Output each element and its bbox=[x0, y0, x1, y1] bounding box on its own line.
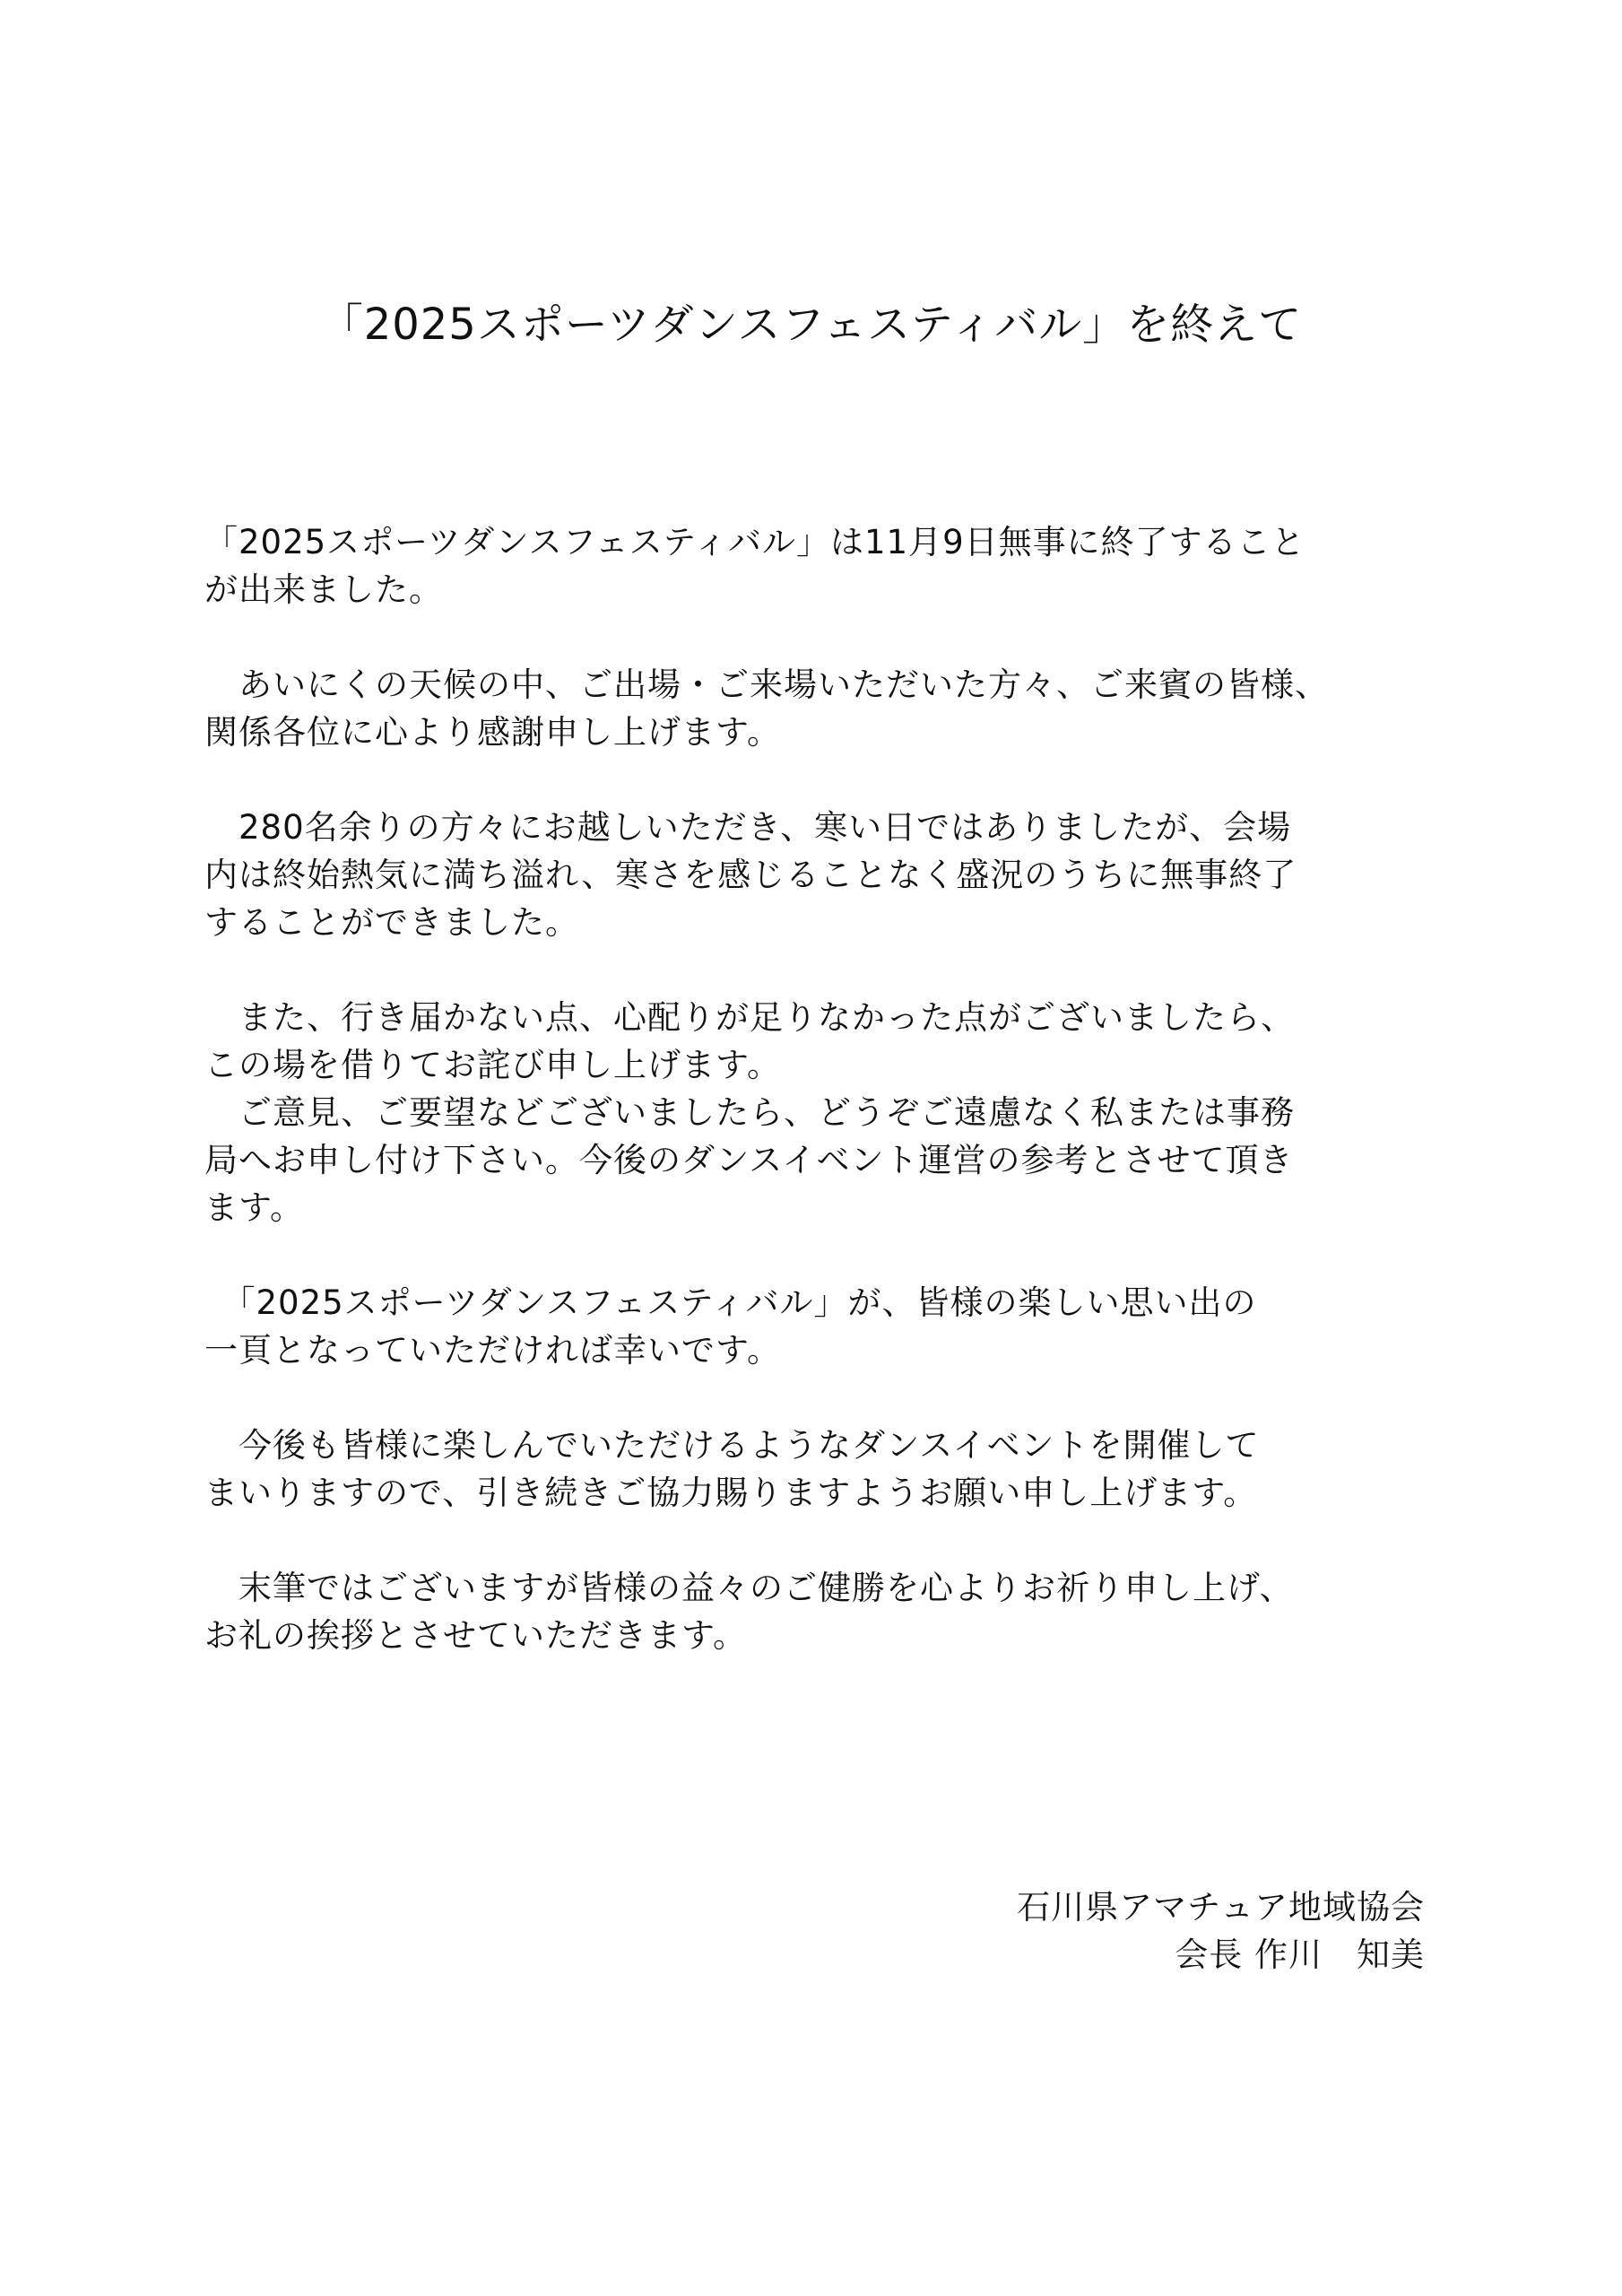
paragraph-line: 今後も皆様に楽しんでいただけるようなダンスイベントを開催して bbox=[204, 1426, 1260, 1465]
signature-name: 会長 作川 知美 bbox=[1175, 1935, 1425, 1974]
paragraph-7 bbox=[204, 1422, 1433, 1517]
paragraph-line: ご意見、ご要望などございましたら、どうぞご遠慮なく私または事務 bbox=[204, 1093, 1295, 1132]
signature-organization: 石川県アマチュア地域協会 bbox=[1017, 1888, 1425, 1926]
paragraph-8 bbox=[204, 1564, 1433, 1659]
paragraph-line: 末筆ではございますが皆様の益々のご健勝を心よりお祈り申し上げ、 bbox=[204, 1569, 1294, 1607]
paragraph-4 bbox=[204, 994, 1433, 1089]
paragraph-5 bbox=[204, 1089, 1433, 1231]
page-title: 「2025スポーツダンスフェスティバル」を終えて bbox=[319, 300, 1303, 350]
paragraph-line: また、行き届かない点、心配りが足りなかった点がございましたら、 bbox=[204, 998, 1295, 1037]
paragraph-line: が出来ました。 bbox=[204, 570, 443, 609]
paragraph-3 bbox=[204, 804, 1433, 946]
paragraph-line: 関係各位に心より感謝申し上げます。 bbox=[204, 713, 782, 752]
paragraph-line: 一頁となっていただければ幸いです。 bbox=[204, 1331, 782, 1370]
signature-block bbox=[1017, 1883, 1425, 1979]
paragraph-6 bbox=[204, 1279, 1433, 1374]
letter-body bbox=[204, 518, 1433, 1707]
paragraph-1 bbox=[204, 518, 1433, 613]
paragraph-line: あいにくの天候の中、ご出場・ご来場いただいた方々、ご来賓の皆様、 bbox=[204, 665, 1329, 704]
paragraph-line: お礼の挨拶とさせていただきます。 bbox=[204, 1616, 748, 1655]
paragraph-line: 「2025スポーツダンスフェスティバル」は11月9日無事に終了すること bbox=[204, 523, 1305, 561]
paragraph-2 bbox=[204, 661, 1433, 756]
paragraph-line: 「2025スポーツダンスフェスティバル」が、皆様の楽しい思い出の bbox=[204, 1283, 1257, 1322]
paragraph-line: 280名余りの方々にお越しいただき、寒い日ではありましたが、会場 bbox=[204, 808, 1292, 847]
paragraph-line: 内は終始熱気に満ち溢れ、寒さを感じることなく盛況のうちに無事終了 bbox=[204, 856, 1297, 894]
paragraph-line: ます。 bbox=[204, 1188, 305, 1227]
paragraph-line: 局へお申し付け下さい。今後のダンスイベント運営の参考とさせて頂き bbox=[204, 1141, 1294, 1179]
paragraph-line: することができました。 bbox=[204, 903, 579, 942]
paragraph-line: まいりますので、引き続きご協力賜りますようお願い申し上げます。 bbox=[204, 1474, 1258, 1512]
paragraph-line: この場を借りてお詫び申し上げます。 bbox=[204, 1046, 782, 1084]
